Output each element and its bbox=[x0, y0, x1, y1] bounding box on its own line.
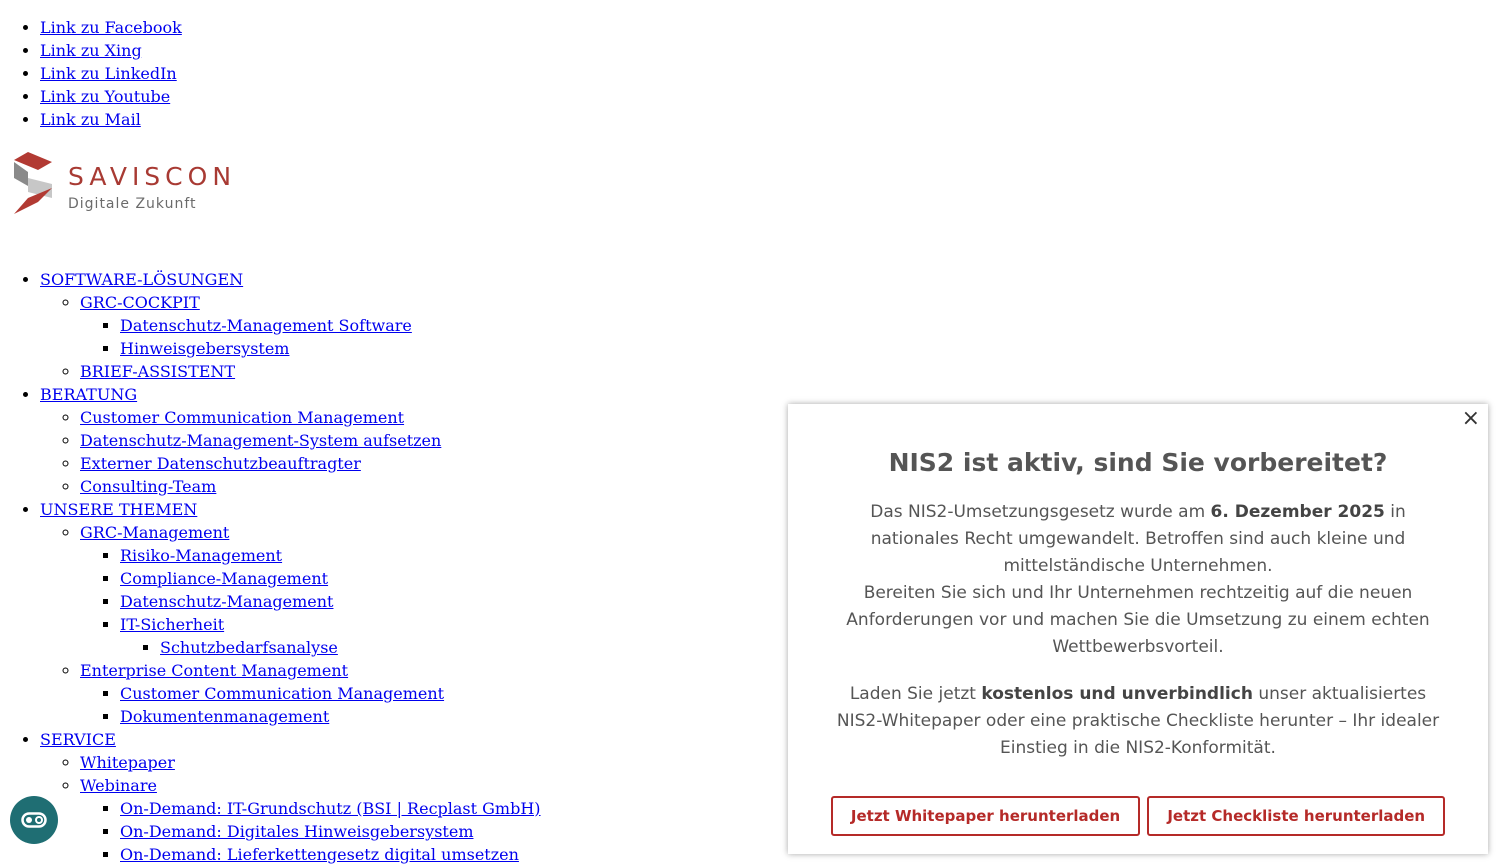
nis2-popup-dialog bbox=[788, 404, 1488, 854]
popup-paragraph-3: Laden Sie jetzt kostenlos und unverbindlich unser aktualisiertes NIS2-Whitepaper oder eine praktische Checkliste herunter – Ihr idealer Einstieg in die NIS2-Konformität. bbox=[836, 684, 1440, 758]
nav-dsms-aufsetzen[interactable]: Datenschutz-Management-System aufsetzen bbox=[80, 431, 442, 450]
nav-ccm-themen[interactable]: Customer Communication Management bbox=[120, 684, 445, 703]
saviscon-logo[interactable] bbox=[14, 150, 294, 220]
nav-it-sicherheit[interactable]: IT-Sicherheit bbox=[120, 615, 225, 634]
nav-whitepaper[interactable]: Whitepaper bbox=[80, 753, 175, 772]
download-checklist-button[interactable]: Jetzt Checkliste herunterladen bbox=[1147, 796, 1445, 836]
social-links bbox=[0, 16, 600, 131]
nav-enterprise-content-management[interactable]: Enterprise Content Management bbox=[80, 661, 349, 680]
nav-compliance-management[interactable]: Compliance-Management bbox=[120, 569, 329, 588]
nav-webinare[interactable]: Webinare bbox=[80, 776, 157, 795]
main-navigation bbox=[0, 268, 760, 866]
nav-hinweisgebersystem[interactable]: Hinweisgebersystem bbox=[120, 339, 290, 358]
nav-externer-dsb[interactable]: Externer Datenschutzbeauftragter bbox=[80, 454, 361, 473]
nav-webinar-hinweisgebersystem[interactable]: On-Demand: Digitales Hinweisgebersystem bbox=[120, 822, 474, 841]
download-whitepaper-button[interactable]: Jetzt Whitepaper herunterladen bbox=[831, 796, 1140, 836]
nav-consulting-team[interactable]: Consulting-Team bbox=[80, 477, 217, 496]
close-icon[interactable]: × bbox=[1461, 406, 1480, 431]
nav-schutzbedarfsanalyse[interactable]: Schutzbedarfsanalyse bbox=[160, 638, 338, 657]
nav-risiko-management[interactable]: Risiko-Management bbox=[120, 546, 283, 565]
nav-webinar-lieferkettengesetz[interactable]: On-Demand: Lieferkettengesetz digital umsetzen bbox=[120, 845, 519, 864]
saviscon-logo-mark-icon bbox=[14, 152, 64, 218]
accessibility-button[interactable] bbox=[10, 796, 58, 844]
linkedin-link[interactable]: Link zu LinkedIn bbox=[40, 64, 177, 83]
logo-tagline: Digitale Zukunft bbox=[68, 196, 197, 212]
popup-paragraph-2: Bereiten Sie sich und Ihr Unternehmen rechtzeitig auf die neuen Anforderungen vor und machen Sie die Umsetzung zu einem echten Wettbewerbsvorteil. bbox=[846, 583, 1430, 657]
nav-grc-management[interactable]: GRC-Management bbox=[80, 523, 230, 542]
nav-datenschutz-software[interactable]: Datenschutz-Management Software bbox=[120, 316, 412, 335]
nav-ccm-beratung[interactable]: Customer Communication Management bbox=[80, 408, 405, 427]
nav-software-loesungen[interactable]: SOFTWARE-LÖSUNGEN bbox=[40, 270, 244, 289]
youtube-link[interactable]: Link zu Youtube bbox=[40, 87, 171, 106]
nav-webinar-it-grundschutz[interactable]: On-Demand: IT-Grundschutz (BSI | Recplast GmbH) bbox=[120, 799, 541, 818]
popup-paragraph-1: Das NIS2-Umsetzungsgesetz wurde am 6. Dezember 2025 in nationales Recht umgewandelt. Betroffen sind auch kleine und mittelständische Unternehmen. bbox=[870, 502, 1406, 576]
nav-brief-assistent[interactable]: BRIEF-ASSISTENT bbox=[80, 362, 236, 381]
popup-button-row bbox=[788, 796, 1488, 836]
facebook-link[interactable]: Link zu Facebook bbox=[40, 18, 182, 37]
xing-link[interactable]: Link zu Xing bbox=[40, 41, 142, 60]
nav-unsere-themen[interactable]: UNSERE THEMEN bbox=[40, 500, 198, 519]
nav-grc-cockpit[interactable]: GRC-COCKPIT bbox=[80, 293, 200, 312]
accessibility-toggle-icon bbox=[21, 812, 47, 828]
mail-link[interactable]: Link zu Mail bbox=[40, 110, 141, 129]
popup-title: NIS2 ist aktiv, sind Sie vorbereitet? bbox=[888, 448, 1388, 477]
logo-brand-text: SAVISCON bbox=[68, 162, 237, 191]
nav-datenschutz-management[interactable]: Datenschutz-Management bbox=[120, 592, 334, 611]
nav-beratung[interactable]: BERATUNG bbox=[40, 385, 138, 404]
nav-service[interactable]: SERVICE bbox=[40, 730, 116, 749]
nav-dokumentenmanagement[interactable]: Dokumentenmanagement bbox=[120, 707, 330, 726]
